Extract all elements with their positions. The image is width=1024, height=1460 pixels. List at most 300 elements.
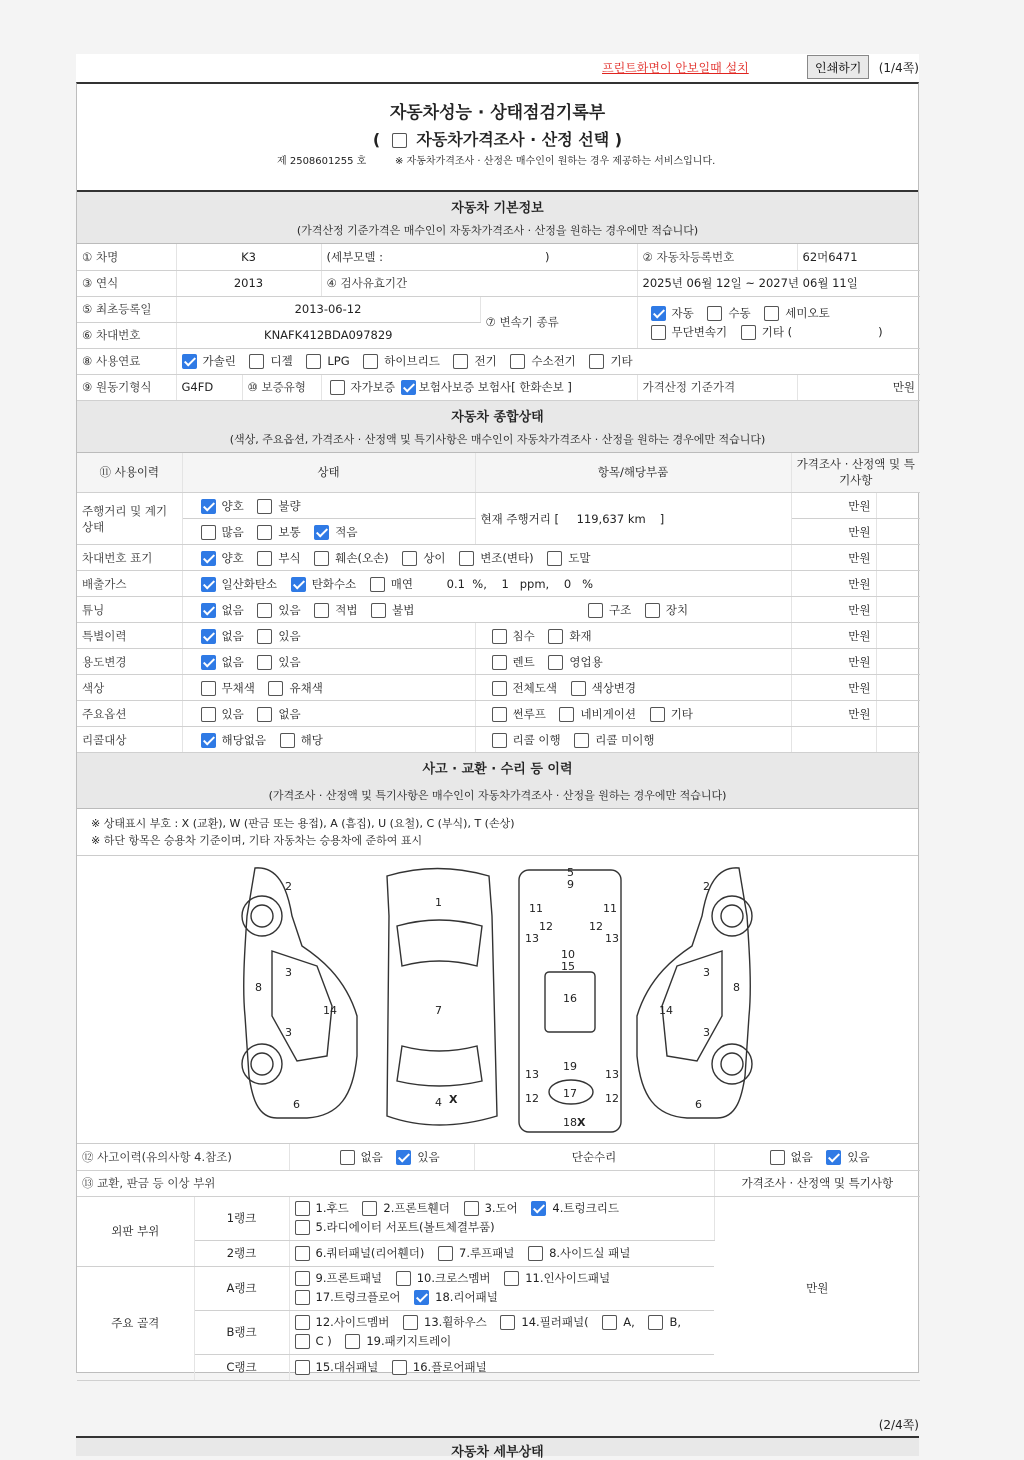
install-link[interactable]: 프린트화면이 안보일때 설치 <box>602 61 749 75</box>
part-trunk-floor-label: 17.트렁크플로어 <box>315 1290 401 1304</box>
tuning-legal-checkbox[interactable] <box>314 603 329 618</box>
fuel-options <box>176 348 920 374</box>
mileage-high-checkbox[interactable] <box>201 525 216 540</box>
usage-yes[interactable] <box>257 654 300 670</box>
part-quarter-panel[interactable] <box>295 1245 425 1261</box>
option-other-checkbox[interactable] <box>650 707 665 722</box>
service-note: ※ 자동차가격조사 · 산정은 매수인이 원하는 경우 제공하는 서비스입니다. <box>395 156 716 167</box>
gas-co[interactable] <box>201 576 278 592</box>
part-rear-panel-checkbox[interactable] <box>414 1290 429 1305</box>
special-yes-checkbox[interactable] <box>257 629 272 644</box>
mileage-good-checkbox[interactable] <box>201 499 216 514</box>
plate-covered[interactable] <box>547 550 590 566</box>
special-yes[interactable] <box>257 628 300 644</box>
col-price: 가격조사 · 산정액 및 특기사항 <box>791 453 920 493</box>
left-front-wheel <box>242 896 282 936</box>
part-hood-checkbox[interactable] <box>295 1201 310 1216</box>
plate-covered-checkbox[interactable] <box>547 551 562 566</box>
tuning-yes-label: 있음 <box>278 602 301 617</box>
rank1-label: 1랭크 <box>194 1196 289 1240</box>
rankA-label: A랭크 <box>194 1266 289 1310</box>
subtitle-close-paren: ) <box>614 130 623 149</box>
part-door-checkbox[interactable] <box>464 1201 479 1216</box>
basic-info-note: (가격산정 기준가격은 매수인이 자동차가격조사 · 산정을 원하는 경우에만 적습니다) <box>296 224 699 237</box>
gas-smoke-label: 매연 <box>390 576 414 591</box>
tuning-price: 만원 <box>791 597 876 623</box>
part-inside-panel-checkbox[interactable] <box>504 1271 519 1286</box>
mileage-good[interactable] <box>201 498 244 514</box>
part-pillar-panel-checkbox[interactable] <box>500 1315 515 1330</box>
option-none[interactable] <box>257 706 300 722</box>
color-change-checkbox[interactable] <box>571 681 586 696</box>
fuel-gasoline[interactable] <box>182 353 236 369</box>
recall-yes[interactable] <box>280 732 323 748</box>
usage-rent-checkbox[interactable] <box>492 655 507 670</box>
parts-price-value: 만원 <box>714 1196 920 1380</box>
part-front-fender[interactable] <box>362 1199 450 1218</box>
base-price-label: 가격산정 기준가격 <box>637 374 797 400</box>
special-flood-label: 침수 <box>512 628 535 643</box>
color-full-paint[interactable] <box>492 680 557 696</box>
part-side-member-checkbox[interactable] <box>295 1315 310 1330</box>
part-pillar-panel-label: 14.필러패널( <box>521 1315 589 1329</box>
fuel-electric-checkbox[interactable] <box>453 354 468 369</box>
trans-semi[interactable] <box>764 305 829 321</box>
part-trunk-lid-label: 4.트렁크리드 <box>552 1201 619 1215</box>
plate-altered-label: 변조(변타) <box>480 550 534 565</box>
option-other[interactable] <box>650 706 693 722</box>
trans-other[interactable] <box>741 324 883 340</box>
diagram-label-12-front-right: 12 <box>589 920 603 933</box>
plate-altered[interactable] <box>459 550 533 566</box>
plate-corrosion-checkbox[interactable] <box>257 551 272 566</box>
usage-rent[interactable] <box>492 654 535 670</box>
engine-label: ⑨ 원동기형식 <box>77 374 176 400</box>
warranty-self-checkbox[interactable] <box>330 380 345 395</box>
warranty-insurer-label: 보험사보증 보험사[ 한화손보 ] <box>418 380 572 394</box>
mileage-low-checkbox[interactable] <box>314 525 329 540</box>
diagram-label-11-right: 11 <box>603 902 617 915</box>
fuel-hydrogen[interactable] <box>510 353 575 369</box>
fuel-other-checkbox[interactable] <box>589 354 604 369</box>
trans-semi-checkbox[interactable] <box>764 306 779 321</box>
part-trunk-lid[interactable] <box>531 1199 619 1218</box>
diagram-label-1: 1 <box>435 896 442 909</box>
rankC-label: C랭크 <box>194 1354 289 1380</box>
inspection-record-page <box>76 82 919 1373</box>
part-side-sill-checkbox[interactable] <box>528 1246 543 1261</box>
mileage-close: ] <box>659 511 665 526</box>
accident-none-label: 없음 <box>360 1149 383 1164</box>
special-fire-checkbox[interactable] <box>548 629 563 644</box>
accident-none[interactable] <box>340 1149 383 1165</box>
special-yes-label: 있음 <box>278 628 301 643</box>
part-inside-panel[interactable] <box>504 1269 610 1288</box>
accident-yes[interactable] <box>396 1149 439 1165</box>
mileage-reading <box>475 493 791 545</box>
part-pillar-c-checkbox[interactable] <box>295 1334 310 1349</box>
tuning-none[interactable] <box>201 602 244 618</box>
parts-label: ⑬ 교환, 판금 등 이상 부위 <box>77 1170 714 1196</box>
plate-damage[interactable] <box>314 550 388 566</box>
color-price: 만원 <box>791 675 876 701</box>
special-flood-checkbox[interactable] <box>492 629 507 644</box>
gas-co-checkbox[interactable] <box>201 577 216 592</box>
part-roof-panel-checkbox[interactable] <box>438 1246 453 1261</box>
part-dash-panel-label: 15.대쉬패널 <box>315 1360 379 1374</box>
warranty-self[interactable] <box>330 379 395 395</box>
diagram-label-8-left: 8 <box>255 981 262 994</box>
part-quarter-panel-checkbox[interactable] <box>295 1246 310 1261</box>
part-cross-member-label: 10.크로스멤버 <box>416 1271 491 1285</box>
diagram-label-4: 4 <box>435 1096 442 1109</box>
gas-hc-checkbox[interactable] <box>291 577 306 592</box>
part-side-member[interactable] <box>295 1313 390 1332</box>
recall-not-done-checkbox[interactable] <box>574 733 589 748</box>
gas-hc[interactable] <box>291 576 356 592</box>
accident-yes-checkbox[interactable] <box>396 1150 411 1165</box>
part-rear-panel[interactable] <box>414 1288 498 1307</box>
simple-repair-label: 단순수리 <box>474 1144 714 1170</box>
color-full-paint-checkbox[interactable] <box>492 681 507 696</box>
tuning-device-checkbox[interactable] <box>645 603 660 618</box>
part-trunk-lid-checkbox[interactable] <box>531 1201 546 1216</box>
fuel-lpg-checkbox[interactable] <box>306 354 321 369</box>
special-fire[interactable] <box>548 628 591 644</box>
plate-mismatch-label: 상이 <box>423 550 446 565</box>
tuning-illegal-checkbox[interactable] <box>371 603 386 618</box>
fuel-hydrogen-checkbox[interactable] <box>510 354 525 369</box>
diagram-label-2-right: 2 <box>703 880 710 893</box>
fuel-diesel-checkbox[interactable] <box>249 354 264 369</box>
part-pillar-b[interactable] <box>648 1313 681 1332</box>
diagram-label-13-front-right: 13 <box>605 932 619 945</box>
warranty-label: ⑩ 보증유형 <box>242 374 321 400</box>
top-view-windshield <box>397 920 482 966</box>
page-indicator: (1/4쪽) <box>878 61 919 75</box>
trans-cvt[interactable] <box>651 324 728 340</box>
subtitle-open-paren: ( <box>372 130 381 149</box>
status-legend <box>77 809 918 856</box>
detail-model-label: (세부모델 : <box>326 249 383 264</box>
col-item: 항목/해당부품 <box>475 453 791 493</box>
plate-mismatch[interactable] <box>402 550 445 566</box>
reg-no-label: ② 자동차등록번호 <box>637 244 797 270</box>
plate-covered-label: 도말 <box>568 550 591 565</box>
plate-damage-checkbox[interactable] <box>314 551 329 566</box>
tuning-illegal[interactable] <box>371 602 414 618</box>
part-floor-panel[interactable] <box>392 1359 487 1375</box>
vin-value: KNAFK412BDA097829 <box>176 322 480 348</box>
recall-label: 리콜대상 <box>77 727 182 753</box>
left-rear-hub <box>251 1053 273 1075</box>
diagram-label-3-right-b: 3 <box>703 1026 710 1039</box>
recall-none[interactable] <box>201 732 266 748</box>
part-dash-panel-checkbox[interactable] <box>295 1360 310 1375</box>
accident-note: (가격조사 · 산정액 및 특기사항은 매수인이 자동차가격조사 · 산정을 원하는 경우에만 적습니다) <box>268 789 727 802</box>
tuning-device-label: 장치 <box>665 602 689 617</box>
part-front-panel-label: 9.프론트패널 <box>315 1271 383 1285</box>
year-label: ③ 연식 <box>77 270 176 296</box>
part-radiator-support-checkbox[interactable] <box>295 1220 310 1235</box>
color-achromatic-label: 무채색 <box>221 680 255 695</box>
repair-none[interactable] <box>770 1149 813 1165</box>
trans-semi-label: 세미오토 <box>785 305 830 320</box>
part-floor-panel-checkbox[interactable] <box>392 1360 407 1375</box>
car-damage-diagram <box>77 856 918 1144</box>
color-label: 색상 <box>77 675 182 701</box>
trans-auto[interactable] <box>651 305 694 321</box>
usage-none-checkbox[interactable] <box>201 655 216 670</box>
tuning-none-checkbox[interactable] <box>201 603 216 618</box>
part-pillar-a[interactable] <box>602 1313 635 1332</box>
trans-auto-checkbox[interactable] <box>651 306 666 321</box>
part-radiator-support-label: 5.라디에이터 서포트(볼트체결부품) <box>315 1220 495 1234</box>
tuning-yes[interactable] <box>257 602 300 618</box>
diagram-label-17: 17 <box>563 1087 577 1100</box>
color-chromatic-label: 유채색 <box>289 680 323 695</box>
recall-yes-label: 해당 <box>300 732 323 747</box>
usage-business-checkbox[interactable] <box>548 655 563 670</box>
special-none-label: 없음 <box>221 628 244 643</box>
repair-yes[interactable] <box>826 1149 869 1165</box>
fuel-gasoline-checkbox[interactable] <box>182 354 197 369</box>
diagram-label-18: 18 <box>563 1116 577 1129</box>
col-history: ⑪ 사용이력 <box>77 453 182 493</box>
trans-other-close: ) <box>878 324 883 339</box>
mileage-bad-label: 불량 <box>278 498 301 513</box>
warranty-insurer[interactable] <box>401 379 572 395</box>
option-yes[interactable] <box>201 706 244 722</box>
part-front-panel-checkbox[interactable] <box>295 1271 310 1286</box>
special-none[interactable] <box>201 628 244 644</box>
color-change-label: 색상변경 <box>591 680 637 695</box>
part-front-fender-label: 2.프론트휀더 <box>383 1201 450 1215</box>
frame-label: 주요 골격 <box>77 1266 194 1380</box>
part-pillar-b-checkbox[interactable] <box>648 1315 663 1330</box>
usage-none-label: 없음 <box>221 654 244 669</box>
mileage-price-a: 만원 <box>791 493 876 519</box>
recall-not-done[interactable] <box>574 732 654 748</box>
part-roof-panel-label: 7.루프패널 <box>459 1246 515 1260</box>
part-radiator-support[interactable] <box>295 1218 495 1237</box>
part-side-sill-label: 8.사이드실 패널 <box>549 1246 631 1260</box>
mileage-normal[interactable] <box>257 524 300 540</box>
accident-header <box>77 753 918 809</box>
fuel-hybrid-checkbox[interactable] <box>363 354 378 369</box>
mileage-label: 주행거리 및 계기상태 <box>77 493 182 545</box>
fuel-hybrid[interactable] <box>363 353 440 369</box>
part-pillar-a-checkbox[interactable] <box>602 1315 617 1330</box>
document-number: 제 2508601255 호 <box>277 156 367 167</box>
fuel-label: ⑧ 사용연료 <box>77 348 176 374</box>
mileage-normal-label: 보통 <box>278 524 301 539</box>
page2-indicator: (2/4쪽) <box>878 1418 919 1432</box>
part-cross-member[interactable] <box>396 1269 491 1288</box>
trans-manual[interactable] <box>707 305 750 321</box>
part-dash-panel[interactable] <box>295 1359 379 1375</box>
gas-smoke[interactable] <box>370 576 413 592</box>
gas-smoke-checkbox[interactable] <box>370 577 385 592</box>
part-wheel-house-checkbox[interactable] <box>403 1315 418 1330</box>
part-rear-panel-label: 18.리어패널 <box>435 1290 498 1304</box>
page-two-start <box>76 1414 919 1460</box>
car-name-label: ① 차명 <box>77 244 176 270</box>
diagram-label-3-left-b: 3 <box>285 1026 292 1039</box>
part-trunk-floor[interactable] <box>295 1288 401 1307</box>
fuel-other[interactable] <box>589 353 632 369</box>
car-name-value: K3 <box>176 244 321 270</box>
diagram-label-13-rear-left: 13 <box>525 1068 539 1081</box>
part-trunk-floor-checkbox[interactable] <box>295 1290 310 1305</box>
tuning-structure-checkbox[interactable] <box>588 603 603 618</box>
option-none-checkbox[interactable] <box>257 707 272 722</box>
mileage-high[interactable] <box>201 524 244 540</box>
accident-none-checkbox[interactable] <box>340 1150 355 1165</box>
diagram-label-6-right: 6 <box>695 1098 702 1111</box>
diagram-label-3-left-a: 3 <box>285 966 292 979</box>
plate-damage-label: 훼손(오손) <box>335 550 389 565</box>
trans-other-label: 기타 ( <box>761 324 793 339</box>
part-front-fender-checkbox[interactable] <box>362 1201 377 1216</box>
color-full-paint-label: 전체도색 <box>512 680 557 695</box>
engine-value: G4FD <box>176 374 242 400</box>
right-front-wheel <box>712 896 752 936</box>
plate-good-label: 양호 <box>221 550 244 565</box>
usage-business[interactable] <box>548 654 602 670</box>
recall-done-label: 리콜 이행 <box>512 732 561 747</box>
mileage-normal-checkbox[interactable] <box>257 525 272 540</box>
plate-good[interactable] <box>201 550 244 566</box>
fuel-diesel[interactable] <box>249 353 292 369</box>
mileage-price-b: 만원 <box>791 519 876 545</box>
part-package-tray-checkbox[interactable] <box>345 1334 360 1349</box>
part-pillar-panel[interactable] <box>500 1313 588 1332</box>
color-chromatic-checkbox[interactable] <box>268 681 283 696</box>
legend-line-2: ※ 하단 항목은 승용차 기준이며, 기타 자동차는 승용차에 준하여 표시 <box>91 834 423 847</box>
tuning-device[interactable] <box>645 602 688 618</box>
part-side-sill[interactable] <box>528 1245 630 1261</box>
diagram-label-3-right-a: 3 <box>703 966 710 979</box>
part-hood[interactable] <box>295 1199 349 1218</box>
exterior-label: 외판 부위 <box>77 1196 194 1266</box>
warranty-options <box>321 374 637 400</box>
part-hood-label: 1.후드 <box>315 1201 349 1215</box>
diagram-label-14-right: 14 <box>659 1004 673 1017</box>
trans-other-checkbox[interactable] <box>741 325 756 340</box>
mileage-open: 현재 주행거리 [ <box>480 511 559 526</box>
part-package-tray[interactable] <box>345 1332 451 1351</box>
diagram-label-6-left: 6 <box>293 1098 300 1111</box>
diagram-label-12-front-left: 12 <box>539 920 553 933</box>
diagram-label-12-rear-left: 12 <box>525 1092 539 1105</box>
diagram-label-15: 15 <box>561 960 575 973</box>
document-subtitle <box>77 127 918 150</box>
color-chromatic[interactable] <box>268 680 322 696</box>
option-navigation[interactable] <box>559 706 636 722</box>
transmission-options <box>637 296 920 348</box>
inspection-value: 2025년 06월 12일 ~ 2027년 06월 11일 <box>637 270 920 296</box>
fuel-hydrogen-label: 수소전기 <box>531 354 576 368</box>
part-wheel-house[interactable] <box>403 1313 487 1332</box>
color-achromatic[interactable] <box>201 680 255 696</box>
recall-done[interactable] <box>492 732 561 748</box>
price-assessment-checkbox[interactable] <box>392 133 407 148</box>
tuning-yes-checkbox[interactable] <box>257 603 272 618</box>
accident-yes-label: 있음 <box>417 1149 440 1164</box>
fuel-gasoline-label: 가솔린 <box>202 354 236 368</box>
warranty-self-label: 자가보증 <box>350 380 395 394</box>
diagram-label-13-front-left: 13 <box>525 932 539 945</box>
part-door[interactable] <box>464 1199 518 1218</box>
tuning-legal[interactable] <box>314 602 357 618</box>
plate-altered-checkbox[interactable] <box>459 551 474 566</box>
fuel-lpg[interactable] <box>306 354 349 369</box>
diagram-label-5: 5 <box>567 866 574 879</box>
part-roof-panel[interactable] <box>438 1245 514 1261</box>
color-change[interactable] <box>571 680 636 696</box>
mileage-high-label: 많음 <box>221 524 244 539</box>
mileage-low[interactable] <box>314 524 357 540</box>
warranty-insurer-checkbox[interactable] <box>401 380 416 395</box>
trans-manual-checkbox[interactable] <box>707 306 722 321</box>
option-navigation-checkbox[interactable] <box>559 707 574 722</box>
plate-mismatch-checkbox[interactable] <box>402 551 417 566</box>
mileage-bad[interactable] <box>257 498 300 514</box>
option-sunroof-label: 썬루프 <box>512 706 546 721</box>
right-rear-hub <box>721 1053 743 1075</box>
recall-none-checkbox[interactable] <box>201 733 216 748</box>
special-flood[interactable] <box>492 628 535 644</box>
plate-corrosion[interactable] <box>257 550 300 566</box>
overall-title: 자동차 종합상태 <box>451 409 544 425</box>
tuning-structure[interactable] <box>588 602 631 618</box>
usage-yes-checkbox[interactable] <box>257 655 272 670</box>
repair-none-checkbox[interactable] <box>770 1150 785 1165</box>
overall-header <box>77 401 918 453</box>
gas-co-label: 일산화탄소 <box>221 576 278 591</box>
repair-yes-checkbox[interactable] <box>826 1150 841 1165</box>
fuel-electric[interactable] <box>453 353 496 369</box>
gas-values: 0.1 %, 1 ppm, 0 % <box>446 576 594 591</box>
part-pillar-c[interactable] <box>295 1332 332 1351</box>
basic-info-table <box>77 244 920 401</box>
overall-table <box>77 453 920 754</box>
part-wheel-house-label: 13.휠하우스 <box>424 1315 487 1329</box>
part-front-panel[interactable] <box>295 1269 383 1288</box>
diagram-label-11-left: 11 <box>529 902 543 915</box>
special-none-checkbox[interactable] <box>201 629 216 644</box>
part-cross-member-checkbox[interactable] <box>396 1271 411 1286</box>
mileage-bad-checkbox[interactable] <box>257 499 272 514</box>
color-achromatic-checkbox[interactable] <box>201 681 216 696</box>
recall-not-done-label: 리콜 미이행 <box>595 732 655 747</box>
recall-yes-checkbox[interactable] <box>280 733 295 748</box>
part-side-member-label: 12.사이드멤버 <box>315 1315 390 1329</box>
col-state: 상태 <box>182 453 475 493</box>
tuning-illegal-label: 불법 <box>392 602 415 617</box>
plate-good-checkbox[interactable] <box>201 551 216 566</box>
trans-cvt-checkbox[interactable] <box>651 325 666 340</box>
option-sunroof-checkbox[interactable] <box>492 707 507 722</box>
recall-done-checkbox[interactable] <box>492 733 507 748</box>
usage-none[interactable] <box>201 654 244 670</box>
usage-price: 만원 <box>791 649 876 675</box>
usage-label: 용도변경 <box>77 649 182 675</box>
option-yes-checkbox[interactable] <box>201 707 216 722</box>
option-sunroof[interactable] <box>492 706 546 722</box>
print-button[interactable]: 인쇄하기 <box>807 55 869 79</box>
